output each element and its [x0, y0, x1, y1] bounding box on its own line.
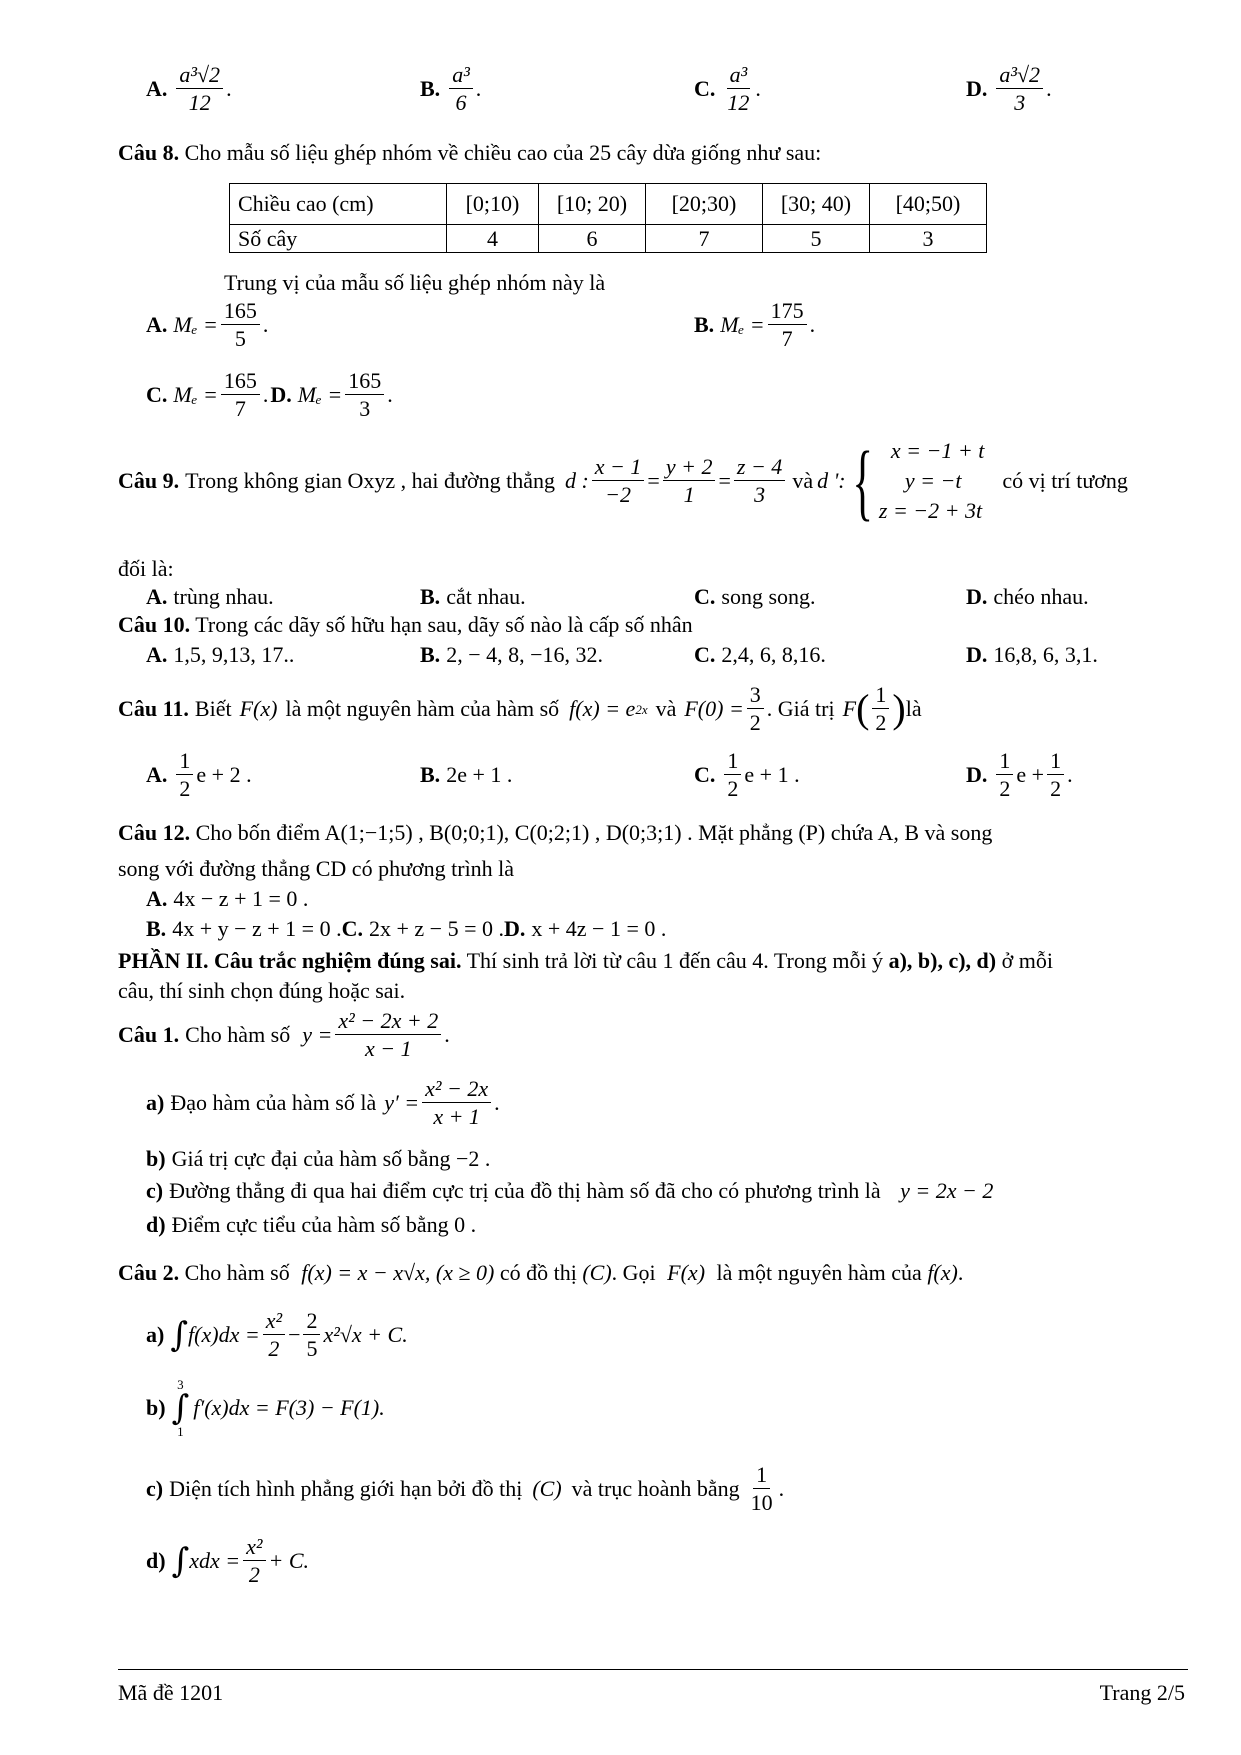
q12-options-bcd: B. 4x + y − z + 1 = 0 .C. 2x + z − 5 = 0 .D. x + 4z − 1 = 0 .	[146, 916, 667, 941]
p2q2-item-c: c) Diện tích hình phẳng giới hạn bởi đồ thị (C) và trục hoành bằng $\frac{1}{10}$ .	[146, 1462, 785, 1515]
footer-exam-code: Mã đề 1201	[118, 1680, 224, 1705]
table-row: Số cây 4 6 7 5 3	[230, 225, 987, 253]
q11-option-a: A. $\frac{1}{2}$ e + 2 .	[146, 748, 252, 801]
q10-option-c: C. 2,4, 6, 8,16.	[694, 642, 826, 667]
footer-divider	[118, 1669, 1188, 1670]
q12-stem-cont: song với đường thẳng CD có phương trình là	[118, 856, 515, 881]
q10-options	[146, 644, 1146, 668]
p2q1-item-c: c) Đường thẳng đi qua hai điểm cực trị của đồ thị hàm số đã cho có phương trình là y = 2x − 2	[146, 1178, 994, 1203]
part2-heading: PHẦN II. Câu trắc nghiệm đúng sai. Thí sinh trả lời từ câu 1 đến câu 4. Trong mỗi ý a), b), c), d) ở mỗi	[118, 948, 1053, 973]
q9-stem-cont: đối là:	[118, 556, 174, 581]
q10-option-b: B. 2, − 4, 8, −16, 32.	[420, 642, 604, 667]
q11-option-d: D. $\frac{1}{2}$ e + $\frac{1}{2}$ .	[966, 748, 1073, 801]
p2q2-stem: Câu 2. Cho hàm số f(x) = x − x√x, (x ≥ 0) có đồ thị (C). Gọi F(x) là một nguyên hàm của f(x).	[118, 1260, 964, 1285]
q10-option-a: A. 1,5, 9,13, 17..	[146, 642, 295, 667]
table-row: Chiều cao (cm) [0;10) [10; 20) [20;30) [30; 40) [40;50)	[230, 184, 987, 225]
q9-stem: Câu 9. Trong không gian Oxyz , hai đường thẳng d : $\frac{x - 1}{-2}$ = $\frac{y + 2}{1}$ = $\frac{z - 4}{3}$ và d ': { x = −1 + t y = −t z = −2 + 3t có vị trí tương	[118, 433, 1128, 529]
q7-option-b: B. $\frac{\text{a³}}{6}$ .	[420, 62, 482, 115]
q9-option-c: C. song song.	[694, 584, 816, 609]
p2q2-item-a: a) ∫ f(x)dx = $\frac{\text{x²}}{2}$ − $\frac{2}{5}$ x²√x + C.	[146, 1308, 408, 1361]
part2-heading-cont: câu, thí sinh chọn đúng hoặc sai.	[118, 978, 406, 1003]
q8-prompt: Trung vị của mẫu số liệu ghép nhóm này là	[224, 270, 606, 295]
p2q1-item-b: b) Giá trị cực đại của hàm số bằng −2 .	[146, 1146, 491, 1171]
q9-options	[146, 586, 1146, 610]
q7-options	[146, 64, 1146, 134]
q9-option-d: D. chéo nhau.	[966, 584, 1089, 609]
q9-option-a: A. trùng nhau.	[146, 584, 274, 609]
q8-data-table	[229, 183, 987, 253]
footer-page-number: Trang 2/5	[1099, 1680, 1185, 1705]
q11-option-b: B. 2e + 1 .	[420, 762, 513, 787]
q10-option-d: D. 16,8, 6, 3,1.	[966, 642, 1098, 667]
p2q1-item-a: a) Đạo hàm của hàm số là y′ = $\frac{\text{x² − 2x}}{x + 1}$ .	[146, 1076, 500, 1129]
q8-stem: Câu 8. Cho mẫu số liệu ghép nhóm về chiều cao của 25 cây dừa giống như sau:	[118, 140, 822, 165]
q7-option-d: D. $\frac{\text{a³√2}}{3}$ .	[966, 62, 1052, 115]
p2q2-item-b: b) 3 ∫ 1 f′(x)dx = F(3) − F(1).	[146, 1377, 385, 1439]
p2q2-item-d: d) ∫ xdx = $\frac{\text{x²}}{2}$ + C.	[146, 1534, 310, 1587]
q8-option-a: A. Mₑ = $\frac{165}{5}$ .	[146, 298, 269, 351]
q8-option-cd: C. Mₑ = $\frac{165}{7}$ . D. Mₑ = $\frac{165}{3}$ .	[146, 368, 393, 421]
q8-option-b: B. Mₑ = $\frac{175}{7}$ .	[694, 298, 816, 351]
q7-option-c: C. $\frac{\text{a³}}{12}$ .	[694, 62, 761, 115]
q11-option-c: C. $\frac{1}{2}$ e + 1 .	[694, 748, 800, 801]
q9-parametric-system: { x = −1 + t y = −t z = −2 + 3t	[851, 433, 985, 529]
q11-stem: Câu 11. Biết F(x) là một nguyên hàm của hàm số f(x) = e 2x và F(0) = $\frac{3}{2}$ . Giá trị F ( $\frac{1}{2}$ ) là	[118, 682, 922, 735]
q10-stem: Câu 10. Trong các dãy số hữu hạn sau, dãy số nào là cấp số nhân	[118, 612, 693, 637]
integral-limits: 3 ∫ 1	[171, 1377, 190, 1439]
p2q1-stem: Câu 1. Cho hàm số y = $\frac{\text{x² − 2x + 2}}{x - 1}$ .	[118, 1008, 450, 1061]
q12-stem: Câu 12. Cho bốn điểm A(1;−1;5) , B(0;0;1), C(0;2;1) , D(0;3;1) . Mặt phẳng (P) chứa A, B và song	[118, 820, 993, 845]
q9-option-b: B. cắt nhau.	[420, 584, 526, 609]
q7-option-a: A. $\frac{\text{a³√2}}{12}$ .	[146, 62, 232, 115]
p2q1-item-d: d) Điểm cực tiểu của hàm số bằng 0 .	[146, 1212, 477, 1237]
q11-options	[146, 750, 1146, 810]
q12-option-a: A. 4x − z + 1 = 0 .	[146, 886, 309, 911]
